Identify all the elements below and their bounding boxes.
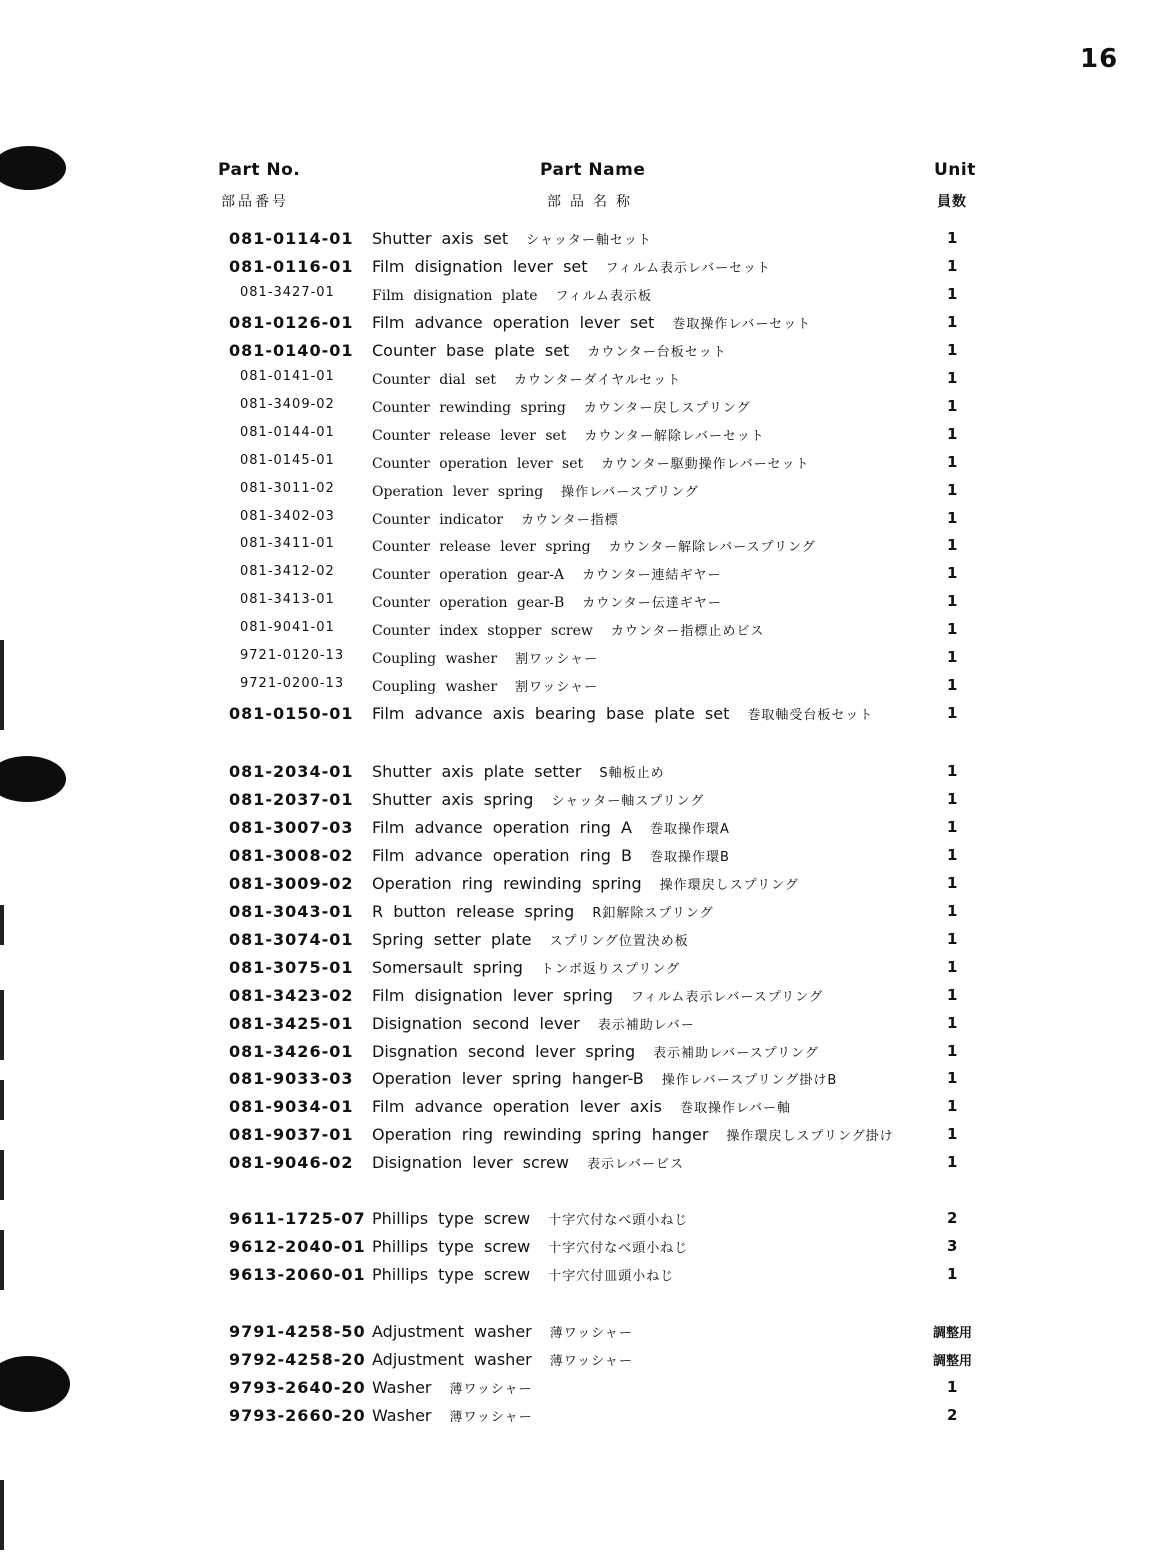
parts-row: [0, 453, 1152, 481]
part-name-cell: [372, 762, 665, 781]
parts-row: [0, 676, 1152, 704]
part-number: 081-3007-03: [229, 817, 354, 837]
part-number: 081-3412-02: [240, 564, 335, 580]
part-unit: 1: [947, 762, 958, 780]
part-number: 9611-1725-07: [229, 1209, 366, 1228]
part-name: Film disignation lever spring: [372, 985, 613, 1005]
parts-row: [0, 986, 1152, 1014]
part-name-cell: [372, 313, 811, 332]
parts-row: [0, 369, 1152, 397]
part-name-cell: [372, 425, 765, 444]
part-unit: 1: [947, 368, 958, 387]
part-unit: 3: [947, 1236, 958, 1255]
part-name: Film advance operation ring A: [372, 817, 632, 837]
parts-row: [0, 1265, 1152, 1293]
part-name: Counter release lever set: [372, 427, 567, 444]
part-number: 9793-2640-20: [229, 1377, 366, 1397]
part-name: Adjustment washer: [372, 1349, 532, 1369]
part-name-jp: 表示補助レバー: [597, 1017, 695, 1033]
part-name-cell: [372, 930, 689, 949]
header-part-name: Part Name: [540, 160, 646, 180]
part-name-jp: カウンター指標: [521, 512, 619, 528]
part-number: 081-3075-01: [229, 957, 354, 977]
part-number: 081-3423-02: [229, 985, 354, 1005]
parts-row: [0, 874, 1152, 902]
part-unit: 1: [947, 1264, 958, 1283]
part-name-cell: [372, 676, 598, 695]
part-name-jp: フィルム表示レバーセット: [605, 260, 771, 276]
part-name-cell: [372, 790, 704, 809]
parts-row: [0, 229, 1152, 257]
part-name-jp: シャッター軸スプリング: [551, 793, 705, 809]
part-name-cell: [372, 341, 727, 360]
part-name-jp: 薄ワッシャー: [549, 1326, 633, 1341]
parts-row: [0, 930, 1152, 958]
part-name: Counter index stopper screw: [372, 623, 593, 640]
part-name-cell: [372, 958, 680, 977]
part-name-jp: 巻取操作環B: [650, 849, 730, 865]
part-unit: 1: [947, 1377, 958, 1396]
part-unit: 1: [947, 312, 958, 331]
parts-row: [0, 285, 1152, 313]
part-name: Washer: [372, 1377, 432, 1397]
part-name-jp: 操作環戻しスプリング掛け: [726, 1129, 894, 1145]
part-name-cell: [372, 257, 771, 276]
part-name: Operation ring rewinding spring: [372, 873, 642, 893]
part-name-jp: カウンター指標止めビス: [610, 624, 765, 640]
part-name: Coupling washer: [372, 679, 498, 696]
part-name-cell: [372, 818, 730, 837]
part-number: 081-2037-01: [229, 789, 354, 809]
part-unit: 1: [947, 676, 958, 695]
parts-row: [0, 1350, 1152, 1378]
part-name-cell: [372, 536, 816, 555]
part-unit: 1: [947, 704, 958, 723]
part-name: Film advance operation lever set: [372, 312, 655, 332]
part-name-cell: [372, 1069, 837, 1088]
part-unit: 調整用: [933, 1326, 973, 1341]
part-name: Somersault spring: [372, 957, 523, 977]
part-name-jp: 薄ワッシャー: [449, 1409, 533, 1425]
part-unit: 調整用: [933, 1353, 973, 1369]
part-name-jp: 表示補助レバースプリング: [653, 1045, 819, 1061]
part-name-cell: [372, 1265, 674, 1284]
part-name: Coupling washer: [372, 651, 498, 668]
part-name-jp: カウンター伝達ギヤー: [582, 596, 722, 612]
part-unit: 2: [947, 1405, 958, 1424]
parts-row: [0, 1322, 1152, 1350]
part-unit: 1: [947, 564, 958, 583]
parts-row: [0, 790, 1152, 818]
part-number: 081-0145-01: [240, 452, 335, 468]
parts-row: [0, 257, 1152, 285]
part-name: Disignation second lever: [372, 1013, 580, 1033]
parts-row: [0, 846, 1152, 874]
part-name-cell: [372, 229, 652, 248]
parts-row: [0, 313, 1152, 341]
part-name-cell: [372, 1097, 791, 1116]
part-name-jp: 巻取操作レバーセット: [672, 316, 812, 332]
part-unit: 1: [947, 480, 958, 499]
part-number: 9791-4258-50: [229, 1322, 366, 1341]
part-name-cell: [372, 1322, 633, 1341]
part-unit: 1: [947, 452, 958, 471]
part-name: Counter operation gear-A: [372, 567, 565, 584]
part-number: 081-0150-01: [229, 704, 354, 724]
parts-row: [0, 902, 1152, 930]
part-name: Film advance operation ring B: [372, 845, 632, 865]
part-name-cell: [372, 1153, 684, 1172]
part-number: 081-0126-01: [229, 312, 354, 332]
parts-row: [0, 481, 1152, 509]
parts-row: [0, 509, 1152, 537]
part-unit: 1: [947, 340, 958, 359]
part-number: 081-3009-02: [229, 873, 354, 893]
part-number: 081-3425-01: [229, 1013, 354, 1033]
part-unit: 1: [947, 985, 958, 1004]
parts-row: [0, 620, 1152, 648]
part-name: Phillips type screw: [372, 1236, 531, 1256]
page-number: 16: [1080, 44, 1119, 74]
part-name-jp: フィルム表示レバースプリング: [630, 989, 824, 1005]
part-number: 9793-2660-20: [229, 1405, 366, 1425]
part-name-jp: 割ワッシャー: [515, 680, 599, 696]
part-unit: 1: [947, 284, 958, 303]
part-number: 9612-2040-01: [229, 1236, 366, 1256]
part-number: 081-3011-02: [240, 480, 335, 496]
part-unit: 2: [947, 1209, 958, 1227]
part-name-jp: カウンター台板セット: [587, 344, 727, 360]
part-name: Film advance operation lever axis: [372, 1097, 662, 1117]
part-name-jp: カウンター連結ギヤー: [582, 568, 722, 584]
part-name-cell: [372, 1014, 695, 1033]
part-unit: 1: [947, 1153, 958, 1172]
part-number: 9721-0120-13: [240, 648, 345, 664]
part-unit: 1: [947, 901, 958, 920]
part-name-cell: [372, 846, 730, 865]
part-name-cell: [372, 1378, 533, 1397]
part-name: Spring setter plate: [372, 929, 532, 949]
part-number: 081-9034-01: [229, 1097, 354, 1117]
part-name-jp: 巻取軸受台板セット: [747, 708, 874, 724]
part-name-jp: カウンター解除レバーセット: [584, 428, 765, 444]
header-unit-jp: 員数: [937, 194, 967, 210]
part-name: Washer: [372, 1405, 432, 1425]
parts-row: [0, 1378, 1152, 1406]
part-name: Film disignation plate: [372, 287, 538, 304]
part-name: Disgnation second lever spring: [372, 1041, 636, 1061]
part-number: 9721-0200-13: [240, 676, 345, 692]
part-name: Film advance axis bearing base plate set: [372, 704, 730, 724]
header-part-no: Part No.: [218, 160, 301, 180]
part-number: 081-3411-01: [240, 536, 335, 552]
part-unit: 1: [947, 592, 958, 611]
parts-row: [0, 425, 1152, 453]
part-unit: 1: [947, 424, 958, 443]
part-number: 081-3074-01: [229, 929, 354, 949]
part-number: 081-2034-01: [229, 762, 354, 781]
header-part-no-jp: 部品番号: [221, 194, 289, 210]
part-name-cell: [372, 874, 799, 893]
part-name-jp: 巻取操作環A: [649, 821, 730, 837]
part-name-cell: [372, 1209, 688, 1228]
part-name: Operation ring rewinding spring hanger: [372, 1125, 709, 1145]
part-name: Shutter axis spring: [372, 789, 534, 809]
part-name: Counter rewinding spring: [372, 399, 566, 416]
part-number: 081-3008-02: [229, 845, 354, 865]
parts-row: [0, 564, 1152, 592]
part-name-jp: シャッター軸セット: [526, 233, 652, 248]
parts-row: [0, 1406, 1152, 1434]
part-name-cell: [372, 1042, 819, 1061]
part-name-jp: 割ワッシャー: [515, 652, 599, 668]
part-number: 081-0141-01: [240, 368, 335, 384]
part-name-cell: [372, 648, 598, 667]
part-name: Counter indicator: [372, 511, 504, 528]
part-number: 9792-4258-20: [229, 1349, 366, 1369]
part-name-jp: 操作レバースプリング掛けB: [661, 1073, 838, 1089]
part-name-cell: [372, 453, 809, 472]
parts-row: [0, 648, 1152, 676]
part-name: Shutter axis plate setter: [372, 762, 582, 781]
parts-row: [0, 818, 1152, 846]
part-name-cell: [372, 704, 873, 723]
part-name: R button release spring: [372, 901, 575, 921]
part-name: Disignation lever screw: [372, 1153, 569, 1173]
part-name-jp: 薄ワッシャー: [449, 1381, 533, 1397]
parts-row: [0, 762, 1152, 790]
header-part-name-jp: 部品名称: [547, 194, 639, 210]
part-number: 081-9037-01: [229, 1125, 354, 1145]
parts-row: [0, 1153, 1152, 1181]
header-unit: Unit: [934, 160, 976, 180]
part-unit: 1: [947, 957, 958, 976]
part-name-jp: 十字穴付なべ頭小ねじ: [548, 1213, 689, 1228]
part-name-jp: カウンター戻しスプリング: [583, 400, 751, 416]
part-name-cell: [372, 592, 722, 611]
part-number: 9613-2060-01: [229, 1264, 366, 1284]
part-name: Operation lever spring hanger-B: [372, 1069, 644, 1089]
part-name: Counter release lever spring: [372, 539, 591, 556]
part-unit: 1: [947, 817, 958, 836]
part-name-jp: S軸板止め: [599, 766, 665, 781]
part-name-cell: [372, 481, 699, 500]
part-number: 081-0144-01: [240, 424, 335, 440]
parts-row: [0, 1042, 1152, 1070]
parts-row: [0, 341, 1152, 369]
part-number: 081-3402-03: [240, 508, 335, 524]
part-name-jp: 十字穴付なべ頭小ねじ: [548, 1240, 689, 1256]
part-unit: 1: [947, 256, 958, 275]
part-name-jp: R釦解除スプリング: [592, 905, 714, 921]
parts-row: [0, 1125, 1152, 1153]
part-number: 081-3426-01: [229, 1041, 354, 1061]
part-name-cell: [372, 564, 722, 583]
part-unit: 1: [947, 620, 958, 639]
part-number: 081-3409-02: [240, 396, 335, 412]
parts-row: [0, 1014, 1152, 1042]
part-name: Shutter axis set: [372, 229, 509, 248]
parts-row: [0, 397, 1152, 425]
part-unit: 1: [947, 1125, 958, 1144]
parts-row: [0, 1069, 1152, 1097]
part-name-cell: [372, 1406, 533, 1425]
part-name: Film disignation lever set: [372, 256, 588, 276]
part-name-cell: [372, 397, 751, 416]
part-name-cell: [372, 620, 764, 639]
part-name-cell: [372, 986, 823, 1005]
part-number: 081-3427-01: [240, 284, 335, 300]
part-name-jp: カウンター駆動操作レバーセット: [601, 456, 810, 472]
part-unit: 1: [947, 845, 958, 864]
part-name: Adjustment washer: [372, 1322, 532, 1341]
part-number: 081-9041-01: [240, 620, 335, 636]
part-name: Phillips type screw: [372, 1209, 531, 1228]
part-name: Counter dial set: [372, 371, 497, 388]
parts-row: [0, 1209, 1152, 1237]
part-unit: 1: [947, 648, 958, 667]
part-unit: 1: [947, 229, 958, 247]
part-name-cell: [372, 1237, 688, 1256]
part-number: 081-0116-01: [229, 256, 354, 276]
part-name: Counter operation lever set: [372, 455, 584, 472]
part-name-jp: 薄ワッシャー: [549, 1353, 633, 1369]
part-unit: 1: [947, 1097, 958, 1116]
part-name-cell: [372, 285, 652, 304]
part-unit: 1: [947, 1069, 958, 1088]
parts-row: [0, 536, 1152, 564]
parts-row: [0, 1237, 1152, 1265]
part-name-cell: [372, 509, 619, 528]
part-name-jp: カウンターダイヤルセット: [514, 372, 682, 388]
parts-row: [0, 704, 1152, 732]
part-unit: 1: [947, 1013, 958, 1032]
part-name: Phillips type screw: [372, 1264, 531, 1284]
part-number: 081-3413-01: [240, 592, 335, 608]
part-name: Counter base plate set: [372, 340, 570, 360]
part-name-jp: スプリング位置決め板: [549, 933, 689, 949]
parts-row: [0, 958, 1152, 986]
part-number: 081-3043-01: [229, 901, 354, 921]
parts-row: [0, 1097, 1152, 1125]
part-name: Counter operation gear-B: [372, 595, 565, 612]
part-name-cell: [372, 369, 681, 388]
part-name-jp: フィルム表示板: [555, 288, 652, 304]
part-name-cell: [372, 902, 714, 921]
part-number: 081-0114-01: [229, 229, 354, 248]
part-name-jp: 十字穴付皿頭小ねじ: [548, 1268, 675, 1284]
part-unit: 1: [947, 508, 958, 527]
part-unit: 1: [947, 929, 958, 948]
part-name-jp: 操作環戻しスプリング: [659, 877, 799, 893]
part-name-jp: カウンター解除レバースプリング: [608, 540, 816, 556]
part-number: 081-0140-01: [229, 340, 354, 360]
part-unit: 1: [947, 1041, 958, 1060]
part-number: 081-9046-02: [229, 1153, 354, 1173]
part-name-jp: 表示レバービス: [586, 1157, 685, 1173]
part-name-jp: トンボ返りスプリング: [540, 961, 681, 977]
part-unit: 1: [947, 873, 958, 892]
part-number: 081-9033-03: [229, 1069, 354, 1089]
part-name-cell: [372, 1125, 894, 1144]
part-name-cell: [372, 1350, 633, 1369]
scan-edge-mark: [0, 1480, 4, 1550]
part-unit: 1: [947, 536, 958, 555]
part-unit: 1: [947, 789, 958, 808]
binder-hole-top: [0, 146, 66, 190]
parts-row: [0, 592, 1152, 620]
part-unit: 1: [947, 396, 958, 415]
part-name: Operation lever spring: [372, 483, 544, 500]
part-name-jp: 操作レバースプリング: [561, 484, 699, 500]
part-name-jp: 巻取操作レバー軸: [679, 1101, 792, 1117]
